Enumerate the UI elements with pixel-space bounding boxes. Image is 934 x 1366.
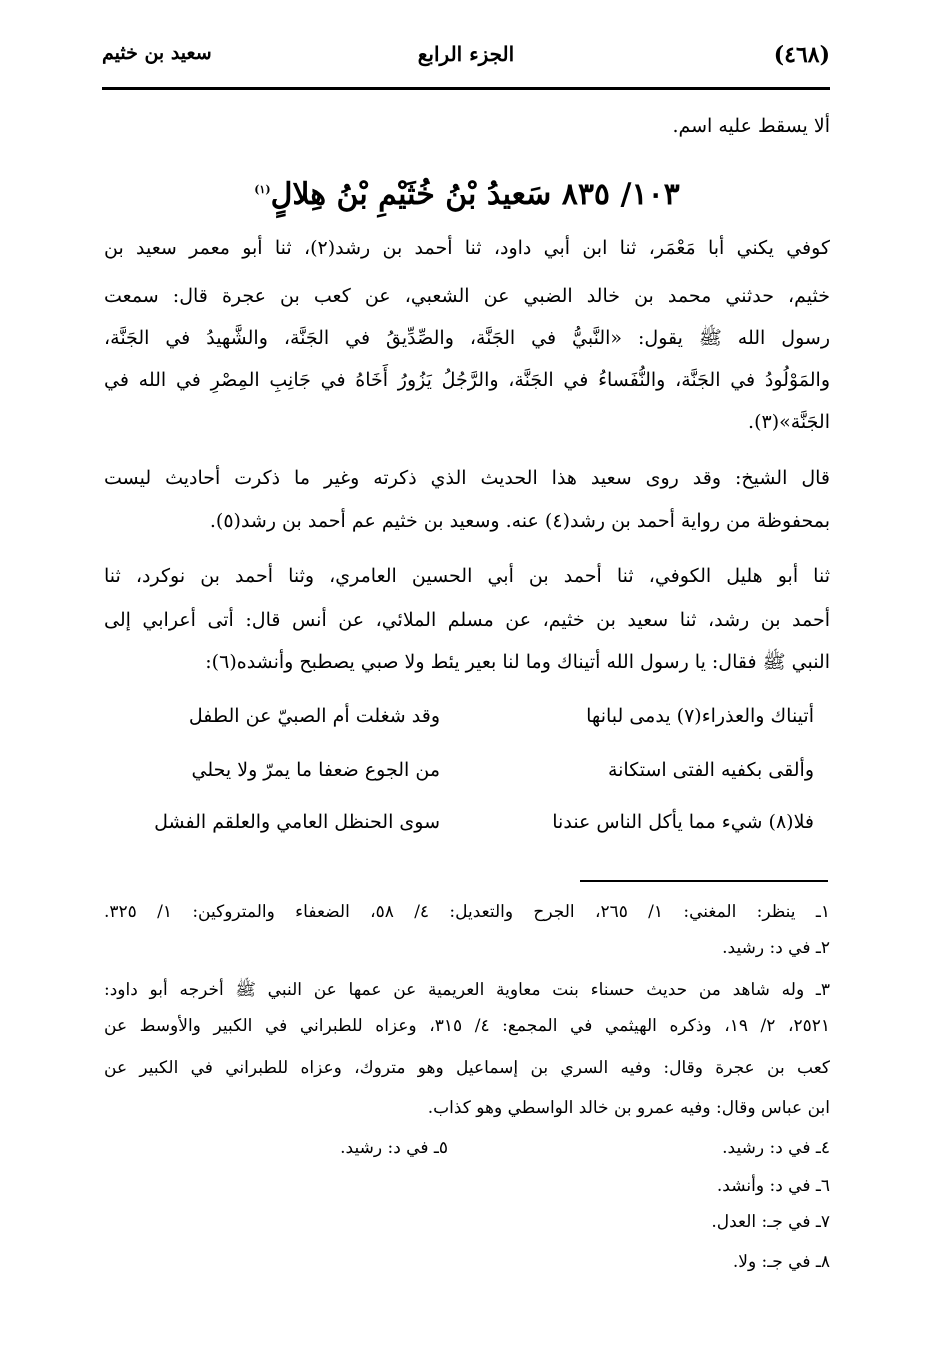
para1-line-4: والمَوْلُودُ في الجَنَّة، والنُّفَساءُ في الجَنَّة، والرَّجُلُ يَزُورُ أَخَاهُ في جَانِبِ المِصْرِ في الله في xyxy=(104,369,830,391)
page-header xyxy=(102,42,830,82)
footnote-divider xyxy=(580,880,828,882)
footnote-3-line-2: ٢٥٢١، ٢/ ١٩، وذكره الهيثمي في المجمع: ٤/ ٣١٥، وعزاه للطبراني في الكبير والأوسط عن xyxy=(104,1016,830,1036)
para1-line-2: خثيم، حدثني محمد بن خالد الضبي عن الشعبي، عن كعب بن عجرة قال: سمعت xyxy=(104,285,830,307)
footnote-3-line-1: ٣ـ وله شاهد من حديث حسناء بنت معاوية العريمية عن عمها عن النبي ﷺ أخرجه أبو داود: xyxy=(104,980,830,1000)
page-number: (٤٦٨) xyxy=(773,42,830,68)
footnote-8: ٨ـ في جـ: ولا. xyxy=(732,1252,830,1272)
verse-2-second: من الجوع ضعفا ما يمرّ ولا يحلي xyxy=(191,759,440,781)
para3-line-2: أحمد بن رشد، ثنا سعيد بن خثيم، عن مسلم الملائي، عن أنس قال: أتى أعرابي إلى xyxy=(104,609,830,631)
intro-line: ألا يسقط عليه اسم. xyxy=(672,115,830,137)
verse-3-second: سوى الحنظل العامي والعلقم الفشل xyxy=(154,811,440,833)
para3-line-1: ثنا أبو هليل الكوفي، ثنا أحمد بن أبي الحسين العامري، وثنا أحمد بن نوكرد، ثنا xyxy=(104,565,830,587)
para2-line-1: قال الشيخ: وقد روى سعيد هذا الحديث الذي ذكرته وغير ما ذكرت أحاديث ليست xyxy=(104,467,830,489)
running-title: سعيد بن خثيم xyxy=(102,42,212,64)
entry-title-text: ١٠٣/ ٨٣٥ سَعيدُ بْنُ خُثَيْمِ بْنُ هِلالٍ xyxy=(270,177,680,212)
footnote-2: ٢ـ في د: رشيد. xyxy=(722,938,830,958)
header-divider xyxy=(102,87,830,90)
entry-title xyxy=(104,168,830,217)
entry-title-note: (١) xyxy=(254,183,271,196)
para2-line-2: بمحفوظة من رواية أحمد بن رشد(٤) عنه. وسعيد بن خثيم عم أحمد بن رشد(٥). xyxy=(209,510,830,532)
footnote-7: ٧ـ في جـ: العدل. xyxy=(711,1212,830,1232)
footnote-5: ٥ـ في د: رشيد. xyxy=(340,1138,448,1158)
footnote-4: ٤ـ في د: رشيد. xyxy=(722,1138,830,1158)
verse-2-first: وألقى بكفيه الفتى استكانة xyxy=(607,759,814,781)
verse-3-first: فلا(٨) شيء مما يأكل الناس عندنا xyxy=(552,811,814,833)
para3-line-3: النبي ﷺ فقال: يا رسول الله أتيناك وما لنا بعير يئط ولا صبي يصطبح وأنشده(٦): xyxy=(205,651,830,673)
verse-1-second: وقد شغلت أم الصبيّ عن الطفل xyxy=(188,705,440,727)
para1-line-5: الجَنَّة»(٣). xyxy=(748,411,830,433)
footnote-1: ١ـ ينظر: المغني: ١/ ٢٦٥، الجرح والتعديل: ٤/ ٥٨، الضعفاء والمتروكين: ١/ ٣٢٥. xyxy=(104,902,830,922)
verse-1-first: أتيناك والعذراء(٧) يدمى لبانها xyxy=(586,705,814,727)
footnote-6: ٦ـ في د: وأنشد. xyxy=(716,1176,830,1196)
part-title: الجزء الرابع xyxy=(417,42,515,66)
footnote-3-line-4: ابن عباس وقال: وفيه عمرو بن خالد الواسطي وهو كذاب. xyxy=(427,1098,830,1118)
para1-line-1: كوفي يكني أبا مَعْمَر، ثنا ابن أبي داود، ثنا أحمد بن رشد(٢)، ثنا أبو معمر سعيد بن xyxy=(104,237,830,259)
footnote-3-line-3: كعب بن عجرة وقال: وفيه السري بن إسماعيل وهو متروك، وعزاه للطبراني في الكبير عن xyxy=(104,1058,830,1078)
para1-line-3: رسول الله ﷺ يقول: «النَّبيُّ في الجَنَّة، والصِّدِّيقُ في الجَنَّة، والشَّهيدُ في الجَنَّة، xyxy=(104,327,830,349)
